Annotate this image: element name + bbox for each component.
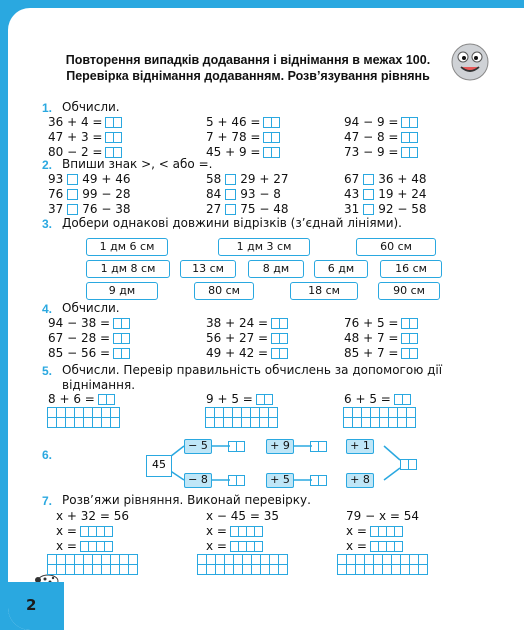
- page-number: 2: [26, 596, 37, 614]
- answer-cells[interactable]: [401, 147, 418, 158]
- comparison-row: [344, 202, 430, 216]
- answer-cell[interactable]: [113, 117, 122, 128]
- exercise-row: [48, 316, 130, 330]
- grid-cell[interactable]: [268, 417, 278, 428]
- expression-text: 75 − 48: [240, 202, 289, 216]
- expression-text: 7 + 78 =: [206, 130, 261, 144]
- expression-text: 93: [48, 172, 64, 186]
- expression-text: 76: [48, 187, 64, 201]
- answer-cells[interactable]: [271, 318, 288, 329]
- equation-row: [56, 509, 132, 523]
- answer-cells[interactable]: [105, 147, 122, 158]
- answer-cells[interactable]: [113, 348, 130, 359]
- grid-cell[interactable]: [418, 564, 428, 575]
- answer-cell[interactable]: [104, 526, 113, 537]
- expression-text: x =: [56, 539, 77, 553]
- answer-cell[interactable]: [254, 541, 263, 552]
- answer-cell[interactable]: [254, 526, 263, 537]
- answer-cells[interactable]: [271, 333, 288, 344]
- expression-text: 85 − 56 =: [48, 346, 111, 360]
- answer-cells[interactable]: [271, 348, 288, 359]
- answer-cells[interactable]: [401, 318, 418, 329]
- answer-cell[interactable]: [279, 348, 288, 359]
- answer-cells[interactable]: [230, 541, 263, 552]
- sign-box[interactable]: [67, 174, 78, 185]
- task-5-heading: Обчисли. Перевір правильність обчислень за допомогою дії віднімання.: [62, 363, 443, 392]
- expression-text: 94 − 9 =: [344, 115, 399, 129]
- sign-box[interactable]: [363, 189, 374, 200]
- grid-cell[interactable]: [406, 417, 416, 428]
- expression-text: 79 − x = 54: [346, 509, 420, 523]
- expression-text: 92 − 58: [378, 202, 427, 216]
- answer-cells[interactable]: [401, 117, 418, 128]
- answer-cell[interactable]: [236, 475, 245, 486]
- answer-cell[interactable]: [408, 459, 417, 470]
- x-row: [206, 524, 263, 538]
- operation-box: + 1: [346, 439, 374, 454]
- sign-box[interactable]: [225, 174, 236, 185]
- answer-cell[interactable]: [409, 348, 418, 359]
- answer-cells[interactable]: [105, 117, 122, 128]
- expression-text: x =: [206, 539, 227, 553]
- check-grid[interactable]: [48, 555, 138, 575]
- expression-text: 36 + 4 =: [48, 115, 103, 129]
- task-4-number: 4.: [42, 302, 53, 316]
- exercise-row: [48, 346, 130, 360]
- check-grid[interactable]: [198, 555, 288, 575]
- exercise-row: [344, 346, 418, 360]
- expression-text: 31: [344, 202, 360, 216]
- expression-text: 94 − 38 =: [48, 316, 111, 330]
- comparison-row: [206, 172, 292, 186]
- exercise-row: [206, 145, 280, 159]
- answer-cell[interactable]: [394, 541, 403, 552]
- expression-text: x − 45 = 35: [206, 509, 280, 523]
- exercise-row: [344, 130, 418, 144]
- x-row: [206, 539, 263, 553]
- segment-bar[interactable]: 9 дм: [86, 282, 158, 300]
- exercise-row: [48, 130, 122, 144]
- expression-text: 27: [206, 202, 222, 216]
- operation-box: − 5: [184, 439, 212, 454]
- answer-cells[interactable]: [401, 348, 418, 359]
- exercise-row: [344, 145, 418, 159]
- answer-cells[interactable]: [80, 526, 113, 537]
- expression-text: 49 + 42 =: [206, 346, 269, 360]
- expression-text: 38 + 24 =: [206, 316, 269, 330]
- task-3-heading: Добери однакові довжини відрізків (з’єднай лініями).: [62, 216, 402, 230]
- start-number-box: 45: [146, 455, 172, 477]
- answer-cells[interactable]: [263, 147, 280, 158]
- answer-cell[interactable]: [318, 475, 327, 486]
- comparison-row: [344, 187, 430, 201]
- expression-text: 47 + 3 =: [48, 130, 103, 144]
- answer-cell[interactable]: [121, 333, 130, 344]
- expression-text: 80 − 2 =: [48, 145, 103, 159]
- answer-cells[interactable]: [105, 132, 122, 143]
- segment-bar[interactable]: 90 см: [378, 282, 440, 300]
- answer-cell[interactable]: [113, 147, 122, 158]
- expression-text: 99 − 28: [82, 187, 131, 201]
- expression-text: 67 − 28 =: [48, 331, 111, 345]
- exercise-row: [206, 115, 280, 129]
- expression-text: x + 32 = 56: [56, 509, 130, 523]
- expression-text: x =: [56, 524, 77, 538]
- expression-text: 19 + 24: [378, 187, 427, 201]
- check-grid[interactable]: [48, 408, 120, 428]
- segment-bar[interactable]: 1 дм 3 см: [218, 238, 310, 256]
- title-line-1: Повторення випадків додавання і віднімання в межах 100.: [65, 53, 431, 67]
- segment-bar[interactable]: 18 см: [290, 282, 358, 300]
- answer-cell[interactable]: [394, 526, 403, 537]
- task-1-heading: Обчисли.: [62, 100, 120, 114]
- expression-text: 6 + 5 =: [344, 392, 391, 406]
- segment-bar[interactable]: 13 см: [180, 260, 236, 278]
- task-3-number: 3.: [42, 217, 53, 231]
- answer-cell[interactable]: [104, 541, 113, 552]
- answer-cells[interactable]: [370, 526, 403, 537]
- exercise-row: [344, 331, 418, 345]
- answer-cells[interactable]: [263, 132, 280, 143]
- answer-cell[interactable]: [279, 333, 288, 344]
- workbook-page: [8, 8, 524, 630]
- expression-text: 9 + 5 =: [206, 392, 253, 406]
- answer-cells[interactable]: [113, 318, 130, 329]
- operation-box: + 5: [266, 473, 294, 488]
- task-2-heading: Впиши знак >, < або =.: [62, 157, 213, 171]
- expression-text: 93 − 8: [240, 187, 281, 201]
- comparison-row: [48, 187, 134, 201]
- answer-cell[interactable]: [409, 132, 418, 143]
- comparison-row: [206, 202, 292, 216]
- answer-cell[interactable]: [121, 318, 130, 329]
- x-row: [56, 524, 113, 538]
- answer-cell[interactable]: [409, 117, 418, 128]
- chain-answer-cells[interactable]: [310, 475, 327, 486]
- answer-cells[interactable]: [394, 394, 411, 405]
- answer-cells[interactable]: [98, 394, 115, 405]
- answer-cell[interactable]: [113, 132, 122, 143]
- comparison-row: [344, 172, 430, 186]
- x-row: [346, 524, 403, 538]
- expression-text: 85 + 7 =: [344, 346, 399, 360]
- task-5-number: 5.: [42, 364, 53, 378]
- expression-text: x =: [346, 524, 367, 538]
- exercise-row: [206, 346, 288, 360]
- answer-cell[interactable]: [318, 441, 327, 452]
- comparison-row: [48, 202, 134, 216]
- check-grid[interactable]: [206, 408, 278, 428]
- expression-text: 37: [48, 202, 64, 216]
- expression-text: 58: [206, 172, 222, 186]
- smiley-face-icon: [450, 42, 490, 82]
- expression-text: 5 + 46 =: [206, 115, 261, 129]
- sign-box[interactable]: [225, 204, 236, 215]
- expression-text: 84: [206, 187, 222, 201]
- answer-cells[interactable]: [256, 394, 273, 405]
- expression-text: 45 + 9 =: [206, 145, 261, 159]
- expression-text: 56 + 27 =: [206, 331, 269, 345]
- task-7-heading: Розв’яжи рівняння. Виконай перевірку.: [62, 493, 311, 507]
- segment-bar[interactable]: 1 дм 6 см: [86, 238, 168, 256]
- equation-row: [206, 509, 282, 523]
- task-2-number: 2.: [42, 158, 53, 172]
- expression-text: 43: [344, 187, 360, 201]
- segment-bar[interactable]: 8 дм: [248, 260, 304, 278]
- segment-bar[interactable]: 1 дм 8 см: [86, 260, 170, 278]
- exercise-row: [344, 115, 418, 129]
- x-row: [56, 539, 113, 553]
- expression-text: 76 + 5 =: [344, 316, 399, 330]
- grid-cell[interactable]: [278, 564, 288, 575]
- exercise-row: [48, 145, 122, 159]
- answer-cells[interactable]: [401, 132, 418, 143]
- answer-cell[interactable]: [236, 441, 245, 452]
- chain-arrow-line: [384, 446, 400, 460]
- operation-box: + 8: [346, 473, 374, 488]
- chain-answer-cells[interactable]: [228, 441, 245, 452]
- check-grid[interactable]: [344, 408, 416, 428]
- answer-cell[interactable]: [279, 318, 288, 329]
- answer-cells[interactable]: [263, 117, 280, 128]
- comparison-row: [206, 187, 284, 201]
- chain-answer-cells[interactable]: [310, 441, 327, 452]
- answer-cells[interactable]: [401, 333, 418, 344]
- page-title: [38, 52, 458, 84]
- final-answer-cells[interactable]: [400, 459, 417, 470]
- segment-bar[interactable]: 6 дм: [314, 260, 368, 278]
- expression-text: 49 + 46: [82, 172, 131, 186]
- answer-cell[interactable]: [271, 117, 280, 128]
- answer-cell[interactable]: [409, 147, 418, 158]
- segment-bar[interactable]: 80 см: [194, 282, 254, 300]
- expression-text: 67: [344, 172, 360, 186]
- exercise-row: [48, 115, 122, 129]
- exercise-row: [206, 331, 288, 345]
- answer-cells[interactable]: [113, 333, 130, 344]
- operation-box: + 9: [266, 439, 294, 454]
- expression-text: 48 + 7 =: [344, 331, 399, 345]
- sign-box[interactable]: [363, 174, 374, 185]
- exercise-row: [48, 392, 115, 406]
- segment-bar[interactable]: 16 см: [380, 260, 442, 278]
- task-6-number: 6.: [42, 448, 53, 462]
- answer-cell[interactable]: [402, 394, 411, 405]
- sign-box[interactable]: [67, 204, 78, 215]
- chain-answer-cells[interactable]: [228, 475, 245, 486]
- answer-cells[interactable]: [370, 541, 403, 552]
- task-4-heading: Обчисли.: [62, 301, 120, 315]
- answer-cell[interactable]: [121, 348, 130, 359]
- expression-text: 36 + 48: [378, 172, 427, 186]
- expression-text: 76 − 38: [82, 202, 131, 216]
- exercise-row: [344, 392, 411, 406]
- answer-cell[interactable]: [264, 394, 273, 405]
- expression-text: 73 − 9 =: [344, 145, 399, 159]
- check-grid[interactable]: [338, 555, 428, 575]
- answer-cell[interactable]: [409, 333, 418, 344]
- exercise-row: [48, 331, 130, 345]
- answer-cell[interactable]: [271, 132, 280, 143]
- answer-cell[interactable]: [409, 318, 418, 329]
- expression-text: x =: [206, 524, 227, 538]
- answer-cells[interactable]: [80, 541, 113, 552]
- sign-box[interactable]: [225, 189, 236, 200]
- grid-cell[interactable]: [110, 417, 120, 428]
- exercise-row: [206, 392, 273, 406]
- expression-text: 47 − 8 =: [344, 130, 399, 144]
- segment-bar[interactable]: 60 см: [356, 238, 436, 256]
- equation-row: [346, 509, 422, 523]
- exercise-row: [206, 130, 280, 144]
- sign-box[interactable]: [363, 204, 374, 215]
- x-row: [346, 539, 403, 553]
- answer-cell[interactable]: [271, 147, 280, 158]
- sign-box[interactable]: [67, 189, 78, 200]
- comparison-row: [48, 172, 134, 186]
- answer-cell[interactable]: [106, 394, 115, 405]
- expression-text: 8 + 6 =: [48, 392, 95, 406]
- exercise-row: [206, 316, 288, 330]
- answer-cells[interactable]: [230, 526, 263, 537]
- expression-text: x =: [346, 539, 367, 553]
- task-1-number: 1.: [42, 101, 53, 115]
- exercise-row: [344, 316, 418, 330]
- title-line-2: Перевірка віднімання додаванням. Розв’язування рівнянь: [66, 69, 430, 83]
- operation-box: − 8: [184, 473, 212, 488]
- task-7-number: 7.: [42, 494, 53, 508]
- grid-cell[interactable]: [128, 564, 138, 575]
- expression-text: 29 + 27: [240, 172, 289, 186]
- chain-arrow-line: [384, 468, 400, 480]
